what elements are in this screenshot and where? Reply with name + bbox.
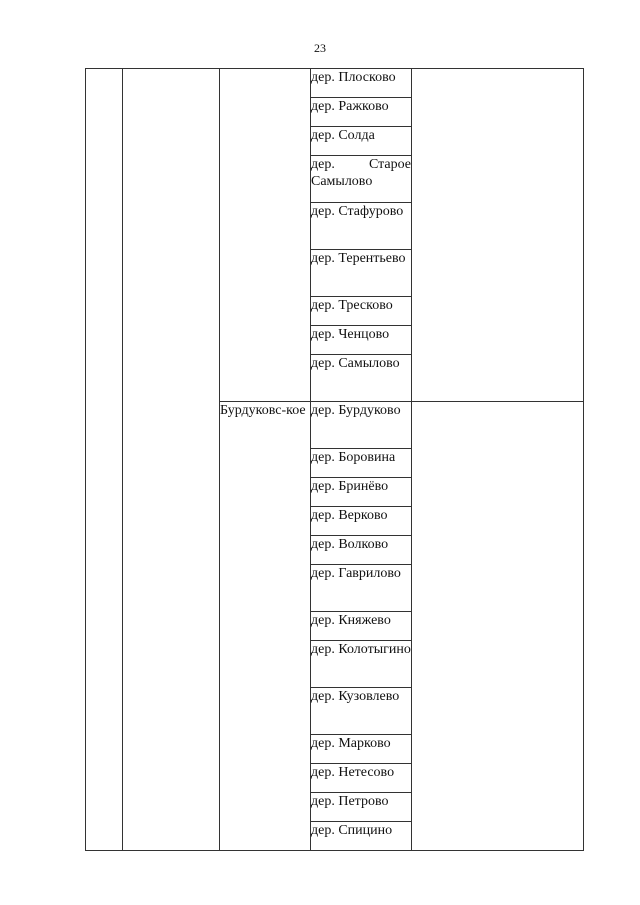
settlement-cell — [311, 565, 412, 612]
settlement-name: дер. Терентьево — [311, 251, 406, 266]
settlement-name: дер. Княжево — [311, 613, 391, 628]
notes-cell — [412, 69, 584, 402]
settlement-name: дер. Ченцово — [311, 327, 390, 342]
settlement-cell — [311, 507, 412, 536]
settlement-cell — [311, 793, 412, 822]
settlement-name: дер. Тресково — [311, 298, 393, 313]
settlement-name: дер. Петрово — [311, 794, 389, 809]
settlement-name: дер. Гаврилово — [311, 566, 401, 581]
settlement-name: дер. Ражково — [311, 99, 389, 114]
settlement-cell — [311, 478, 412, 507]
settlement-name: дер. Волково — [311, 537, 389, 552]
settlement-name: дер. Бринёво — [311, 479, 389, 494]
settlement-name: дер. Плосково — [311, 70, 396, 85]
settlement-cell — [311, 127, 412, 156]
settlement-cell — [311, 612, 412, 641]
settlement-cell — [311, 641, 412, 688]
page-number: 23 — [314, 41, 326, 55]
settlement-cell — [311, 688, 412, 735]
settlement-name: дер. Старое Самылово — [311, 157, 411, 189]
settlement-name: дер. Верково — [311, 508, 388, 523]
settlement-cell — [311, 326, 412, 355]
settlement-cell — [311, 297, 412, 326]
settlement-cell — [311, 355, 412, 402]
column-a-cell — [86, 69, 123, 851]
settlement-name: дер. Стафурово — [311, 204, 404, 219]
settlement-cell — [311, 536, 412, 565]
settlement-name: дер. Боровина — [311, 450, 396, 465]
settlement-cell — [311, 764, 412, 793]
settlement-cell — [311, 69, 412, 98]
table-row — [86, 69, 584, 98]
settlement-cell — [311, 822, 412, 851]
settlement-name: дер. Самылово — [311, 356, 400, 371]
settlement-name: дер. Спицино — [311, 823, 393, 838]
settlement-name: дер. Бурдуково — [311, 403, 401, 418]
settlement-cell — [311, 203, 412, 250]
settlement-cell — [311, 735, 412, 764]
settlement-cell — [311, 98, 412, 127]
municipality-cell — [220, 402, 311, 851]
settlement-cell — [311, 156, 412, 203]
settlements-table — [85, 68, 584, 851]
column-b-cell — [123, 69, 220, 851]
municipality-name: Бурдуковс-кое — [220, 403, 306, 418]
settlement-cell — [311, 449, 412, 478]
settlement-name: дер. Солда — [311, 128, 375, 143]
settlement-cell — [311, 402, 412, 449]
notes-cell — [412, 402, 584, 851]
settlement-name: дер. Кузовлево — [311, 689, 400, 704]
municipality-cell — [220, 69, 311, 402]
settlement-name: дер. Колотыгино — [311, 642, 411, 657]
settlement-name: дер. Марково — [311, 736, 391, 751]
settlement-cell — [311, 250, 412, 297]
settlement-name: дер. Нетесово — [311, 765, 395, 780]
